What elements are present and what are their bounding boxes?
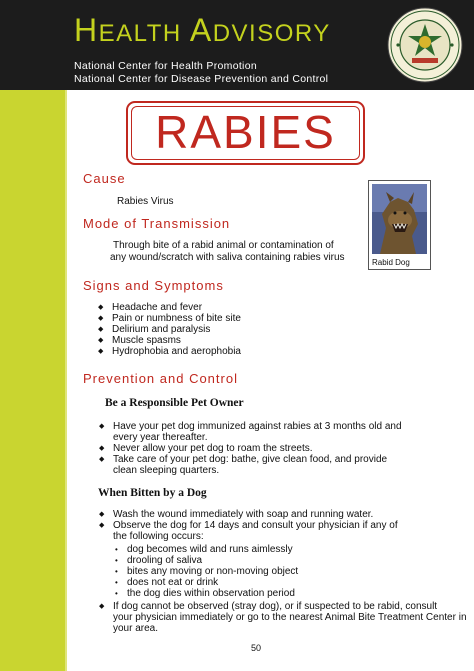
list-item-text: drooling of saliva: [127, 555, 203, 566]
subheading-when-bitten: When Bitten by a Dog: [98, 487, 207, 499]
dot-bullet-icon: •: [115, 567, 118, 576]
transmission-line-2: any wound/scratch with saliva containing rabies virus: [110, 252, 345, 263]
list-item: [99, 421, 402, 432]
list-item-text: Muscle spasms: [112, 335, 181, 346]
page-number: 50: [251, 643, 262, 653]
bitten-sub-list: [115, 544, 299, 599]
list-item-text: If dog cannot be observed (stray dog), or if suspected to be rabid, consult: [113, 601, 438, 612]
subheading-responsible-pet-owner: Be a Responsible Pet Owner: [105, 397, 244, 409]
section-heading-transmission: Mode of Transmission: [83, 216, 231, 231]
list-item-continuation: [113, 531, 398, 542]
sub-list-item: [115, 544, 298, 555]
header-band: [0, 0, 474, 90]
title-box: [126, 101, 365, 165]
diamond-bullet-icon: ◆: [99, 511, 105, 518]
diamond-bullet-icon: ◆: [99, 603, 105, 610]
section-heading-prevention: Prevention and Control: [83, 371, 238, 386]
left-accent-bar: [0, 0, 65, 671]
dot-bullet-icon: •: [115, 556, 118, 565]
header-subtitle-disease-control: National Center for Disease Prevention and Control: [74, 73, 329, 85]
list-item-text: Pain or numbness of bite site: [112, 313, 241, 324]
list-item-text: every year thereafter.: [113, 432, 208, 443]
transmission-line-1: Through bite of a rabid animal or contamination of: [113, 240, 334, 251]
rabid-dog-photo: [372, 184, 427, 254]
left-accent-bar-edge: [65, 90, 67, 671]
list-item-text: the following occurs:: [113, 531, 204, 542]
diamond-bullet-icon: ◆: [99, 522, 105, 529]
diamond-bullet-icon: ◆: [98, 326, 104, 333]
list-item-text: Observe the dog for 14 days and consult your physician if any of: [113, 520, 398, 531]
list-item-text: clean sleeping quarters.: [113, 465, 220, 476]
cause-text: Rabies Virus: [117, 196, 174, 207]
list-item: [99, 520, 398, 531]
diamond-bullet-icon: ◆: [98, 304, 104, 311]
list-item-text: does not eat or drink: [127, 577, 219, 588]
list-item-text: Never allow your pet dog to roam the streets.: [113, 443, 313, 454]
dot-bullet-icon: •: [115, 589, 118, 598]
bitten-list-continued: [99, 601, 467, 634]
sub-list-item: [115, 566, 299, 577]
diamond-bullet-icon: ◆: [98, 337, 104, 344]
diamond-bullet-icon: ◆: [99, 445, 105, 452]
list-item: [99, 601, 467, 612]
dot-bullet-icon: •: [115, 578, 118, 587]
section-heading-symptoms: Signs and Symptoms: [83, 278, 224, 293]
diamond-bullet-icon: ◆: [98, 348, 104, 355]
list-item: [99, 509, 398, 520]
list-item-text: Hydrophobia and aerophobia: [112, 346, 241, 357]
list-item: [98, 324, 241, 335]
diamond-bullet-icon: ◆: [99, 456, 105, 463]
header-title-health: EALTH: [98, 20, 190, 47]
list-item-text: Delirium and paralysis: [112, 324, 211, 335]
list-item: [99, 443, 402, 454]
department-of-health-seal-icon: [386, 6, 464, 84]
list-item: [98, 346, 241, 357]
page-title: RABIES: [155, 106, 336, 158]
sub-list-item: [115, 555, 298, 566]
bitten-list: [99, 509, 398, 542]
header-title: [74, 14, 331, 46]
sub-list-item: [115, 588, 298, 599]
list-item-continuation: [113, 623, 467, 634]
list-item: [99, 454, 402, 465]
list-item-continuation: [113, 465, 402, 476]
list-item-continuation: [113, 612, 467, 623]
list-item-text: Take care of your pet dog: bathe, give clean food, and provide: [113, 454, 388, 465]
pet-owner-list: [99, 421, 402, 476]
list-item-text: Headache and fever: [112, 302, 203, 313]
list-item: [98, 302, 241, 313]
list-item-text: your physician immediately or go to the nearest Animal Bite Treatment Center in: [113, 612, 467, 623]
list-item-text: Have your pet dog immunized against rabies at 3 months old and: [113, 421, 402, 432]
diamond-bullet-icon: ◆: [99, 423, 105, 430]
header-title-a: A: [189, 12, 213, 48]
list-item-continuation: [113, 432, 402, 443]
section-heading-cause: Cause: [83, 171, 126, 186]
rabid-dog-photo-frame: [368, 180, 431, 270]
list-item-text: your area.: [113, 623, 159, 634]
diamond-bullet-icon: ◆: [98, 315, 104, 322]
list-item: [98, 335, 241, 346]
list-item-text: bites any moving or non-moving object: [127, 566, 299, 577]
list-item: [98, 313, 241, 324]
list-item-text: the dog dies within observation period: [127, 588, 295, 599]
header-title-advisory: DVISORY: [212, 20, 331, 47]
list-item-text: Wash the wound immediately with soap and running water.: [113, 509, 374, 520]
dot-bullet-icon: •: [115, 545, 118, 554]
header-title-h: H: [74, 12, 99, 48]
sub-list-item: [115, 577, 298, 588]
list-item-text: dog becomes wild and runs aimlessly: [127, 544, 293, 555]
rabid-dog-caption: Rabid Dog: [372, 258, 410, 267]
symptoms-list: [98, 302, 241, 357]
header-subtitle-health-promotion: National Center for Health Promotion: [74, 60, 257, 72]
